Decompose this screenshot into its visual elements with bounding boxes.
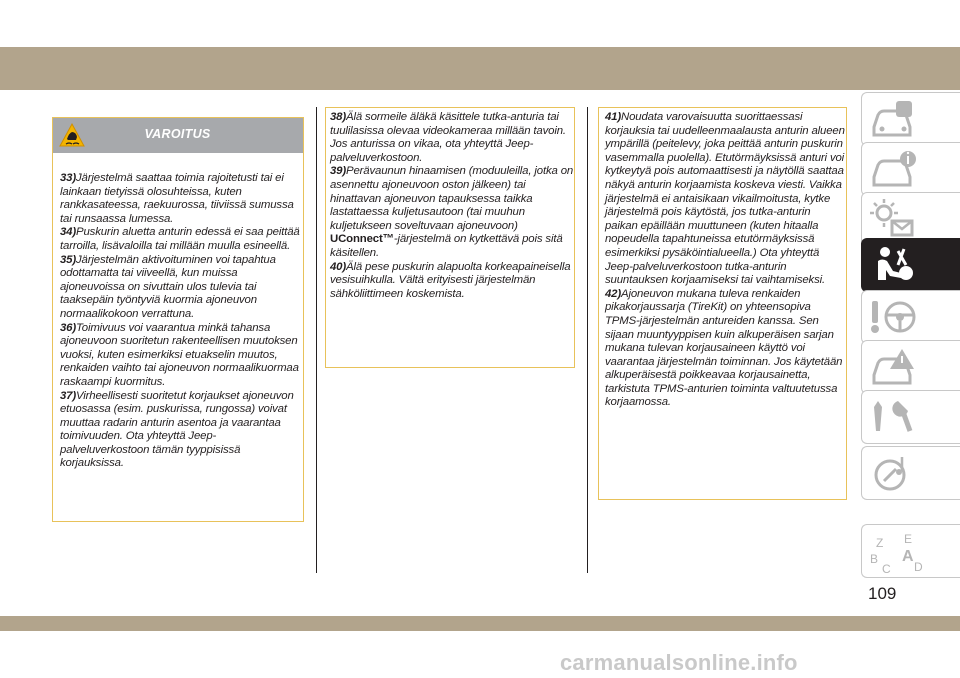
multimedia-music-icon xyxy=(868,451,918,497)
top-decor-band xyxy=(0,47,960,90)
tab-starting-driving[interactable] xyxy=(861,290,960,344)
tab-vehicle-info[interactable] xyxy=(861,142,960,196)
emergency-triangle-icon xyxy=(868,345,918,391)
item-40: 40)Älä pese puskurin alapuolta korkeapaineisella vesisuihkulla. Vältä erityisesti järjestelmän sähköliittimeen koskemista. xyxy=(330,260,571,300)
bottom-decor-band xyxy=(0,616,960,631)
tab-safety[interactable] xyxy=(861,238,960,292)
warning-item-35: 35)Järjestelmän aktivoituminen voi tapahtua odottamatta tai viiveellä, kun muissa ajoneuvoissa on sivuttain ulos tulevia tai taaksepäin työntyviä kuormia ajoneuvon normaalikokoon verrattuna. xyxy=(60,253,276,320)
warning-lights-icon xyxy=(868,197,918,243)
index-letter-a: A xyxy=(902,548,914,565)
index-letter-b: B xyxy=(870,552,879,566)
warning-item-36: 36)Toimivuus voi vaarantua minkä tahansa ajoneuvoon suoritetun rakenteellisen muutoksen vuoksi, kuten esimerkiksi etuakselin muutos, renkaiden vaihto tai ajoneuvon normaalikuormaa raskaampi kuormitus. xyxy=(60,321,299,388)
index-letter-z: Z xyxy=(876,536,884,550)
index-letter-e: E xyxy=(904,532,913,546)
column-divider-1 xyxy=(316,107,317,573)
column2-text xyxy=(330,111,574,301)
tab-index[interactable] xyxy=(861,524,960,578)
item-38: 38)Älä sormeile äläkä käsittele tutka-anturia tai tuulilasissa olevaa videokameraa millään tavoin. Jos anturissa on vikaa, ota yhteyttä Jeep-palveluverkostoon. xyxy=(330,111,566,164)
index-letter-c: C xyxy=(882,562,891,575)
item-42: 42)Ajoneuvon mukana tuleva renkaiden pikakorjaussarja (TireKit) on yhteensopiva TPMS-järjestelmän antureiden kanssa. Sen sijaan muuntyyppisen kuin alkuperäisen sarjan mukana tulevan korjausaineen käyttö voi vaarantaa järjestelmän toiminnan. Jos käytetään alkuperäisestä poikkeavaa korjausainetta, tarkistuta TPMS-anturien toiminta valtuutetussa korjaamossa. xyxy=(605,287,843,409)
safety-airbag-icon xyxy=(868,243,918,289)
warning-text xyxy=(60,172,302,471)
alphabet-index-icon xyxy=(868,529,928,575)
warning-item-34: 34)Puskurin aluetta anturin edessä ei saa peittää tarroilla, lisävaloilla tai millään muulla esineellä. xyxy=(60,226,300,252)
wrench-icon xyxy=(868,395,918,441)
page-number: 109 xyxy=(868,584,897,603)
warning-item-37: 37)Virheellisesti suoritetut korjaukset ajoneuvon etuosassa (esim. puskurissa, rungossa) voivat muuttaa radarin anturin asentoa ja vaarantaa toimivuuden. Ota yhteyttä Jeep-palveluverkostoon tämän tyyppisissä korjauksissa. xyxy=(60,389,294,470)
column-divider-2 xyxy=(587,107,588,573)
tab-maintenance[interactable] xyxy=(861,390,960,444)
watermark: carmanualsonline.info xyxy=(560,650,798,675)
warning-title: VAROITUS xyxy=(144,127,211,141)
column3-text xyxy=(605,111,845,410)
car-info-icon xyxy=(868,147,918,193)
tab-emergency[interactable] xyxy=(861,340,960,394)
car-overview-icon xyxy=(868,97,918,143)
index-letter-d: D xyxy=(914,560,923,574)
warning-item-33: 33)Järjestelmä saattaa toimia rajoitetusti tai ei lainkaan tietyissä olosuhteissa, kuten rankkasateessa, raekuurossa, tiiviissä sumussa tai runsaassa lumessa. xyxy=(60,172,294,225)
steering-wheel-icon xyxy=(868,295,918,341)
tab-vehicle-overview[interactable] xyxy=(861,92,960,146)
tab-multimedia[interactable] xyxy=(861,446,960,500)
item-39: 39)Perävaunun hinaamisen (moduuleilla, jotka on asennettu ajoneuvoon oston jälkeen) tai hinattavan ajoneuvon tapauksessa taikka lastattaessa kuljetusautoon (tai muuhun kuljetukseen soveltuvaan ajoneuvoon) UConnect™-järjestelmä on kytkettävä pois sitä käsitellen. xyxy=(330,165,574,259)
item-41: 41)Noudata varovaisuutta suorittaessasi korjauksia tai uudelleenmaalausta anturin alueen ympärillä (peitelevy, joka peittää anturin puskurin vasemmalla puolella). Etutörmäyksissä anturi voi kytkeytyä pois automaattisesti ja näytöllä saattaa näkyä anturin korjaamista koskeva viesti. Vaikka järjestelmä ei antaisikaan vikailmoitusta, kytke järjestelmä pois käytöstä, jos tutka-anturin paikan epäillään muuttuneen (kuten hitaalla nopeudella tapahtuneissa etutörmäyksissä esimerkiksi pysäköintialueella.) Ota yhteyttä Jeep-palveluverkostoon tutka-anturin suuntauksen korjaamiseksi tai vaihtamiseksi. xyxy=(605,111,845,287)
